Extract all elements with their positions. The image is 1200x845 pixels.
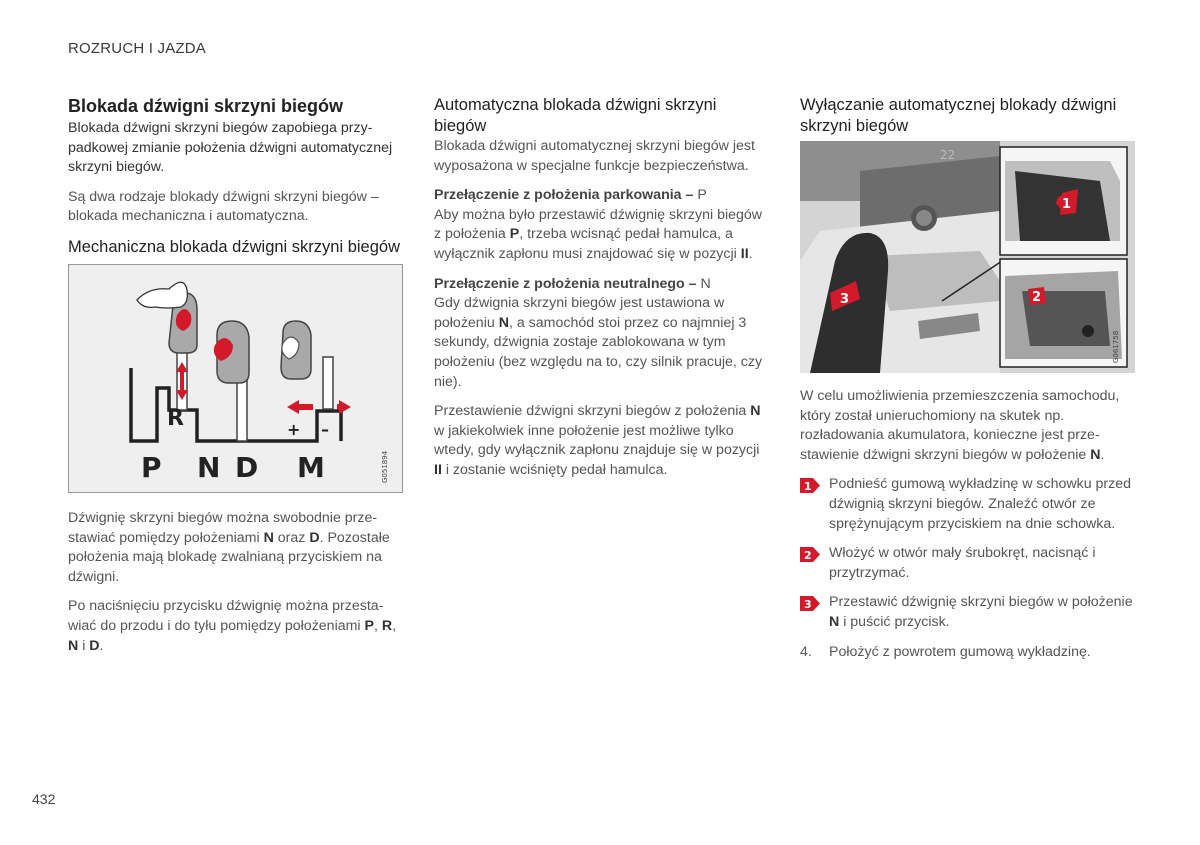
console-photo xyxy=(800,141,1135,373)
right-arrow-icon xyxy=(337,400,351,414)
figure-code: G061758 xyxy=(1112,330,1120,363)
callout-2 xyxy=(1028,287,1046,305)
steps-list xyxy=(800,475,1135,662)
gear-label-d: D xyxy=(235,450,259,484)
minus-label: – xyxy=(321,419,329,439)
gear-label-m: M xyxy=(297,450,325,484)
automatic-intro: Blokada dźwigni automatycznej skrzyni biegów jest wyposażona w specjalne funkcje bezpieczeństwa. xyxy=(434,138,755,174)
hand-outline xyxy=(137,282,187,308)
running-header: ROZRUCH I JAZDA xyxy=(68,40,206,57)
gear-lever-diagram xyxy=(69,265,402,492)
svg-text:1: 1 xyxy=(1062,197,1072,212)
column-mechanical-lock xyxy=(68,95,403,666)
svg-text:3: 3 xyxy=(804,598,812,612)
left-arrow-icon xyxy=(287,400,313,414)
gear-lever-illustration xyxy=(68,264,403,493)
step-number-icon xyxy=(800,547,820,562)
column-disable-lock xyxy=(800,95,1135,672)
plus-label: + xyxy=(287,419,301,439)
neutral-subheading: Przełączenie z położenia neutralnego – N xyxy=(434,275,711,292)
r-label: R xyxy=(167,405,184,431)
display-digits: 22 xyxy=(940,148,956,162)
gear-label-n: N xyxy=(197,450,221,484)
neutral-paragraph: Gdy dźwignia skrzyni biegów jest ustawiona w położeniu N, a samochód stoi przez co najmniej 3 sekundy, dźwignia zostaje zablokowana w tym położeniu (bez względu na to, czy silnik pracuje, czy nie). xyxy=(434,295,763,390)
svg-text:2: 2 xyxy=(804,549,812,563)
disable-lock-heading: Wyłączanie automatycznej blokady dźwigni skrzyni biegów xyxy=(800,96,1117,135)
park-subheading: Przełączenie z położenia parkowania – P xyxy=(434,187,707,204)
svg-text:2: 2 xyxy=(1032,290,1042,305)
figure-code: G051894 xyxy=(381,450,389,483)
step-4: 4. Położyć z powrotem gumową wykładzinę. xyxy=(800,643,1135,663)
svg-text:1: 1 xyxy=(804,480,812,494)
gear-label-p: P xyxy=(141,450,162,484)
console-photo-drawing xyxy=(800,141,1135,373)
step-number-icon xyxy=(800,596,820,611)
shift-from-neutral-paragraph: Przestawienie dźwigni skrzyni biegów z położenia N w jakiekolwiek inne położenie jest możliwe tylko wtedy, gdy wyłącznik zapłonu znajduje się w pozycji II i zostanie wciśnięty pedał hamulca. xyxy=(434,403,761,478)
step-number-icon xyxy=(800,478,820,493)
types-paragraph: Są dwa rodzaje blokady dźwigni skrzyni biegów – blokada mechaniczna i automatyczna. xyxy=(68,188,379,225)
step-2: 2 Włożyć w otwór mały śrubokręt, nacisnąć i przytrzymać. xyxy=(800,544,1135,583)
disable-intro-paragraph: W celu umożliwienia przemieszczenia samochodu, który został unieruchomiony na skutek np. rozładowania akumulatora, konieczne jest przestawienie dźwigni skrzyni biegów w położenie N. xyxy=(800,388,1120,463)
page-number: 432 xyxy=(32,791,56,807)
mechanical-paragraph-2: Po naciśnięciu przycisku dźwignię można przestawiać do przodu i do tyłu pomiędzy położeniami P, R, N i D. xyxy=(68,598,397,654)
column-automatic-lock xyxy=(434,95,769,491)
section-title: Blokada dźwigni skrzyni biegów xyxy=(68,96,344,116)
step-number: 4. xyxy=(800,643,812,660)
intro-paragraph: Blokada dźwigni skrzyni biegów zapobiega przypadkowej zmianie położenia dźwigni automatycznej skrzyni biegów. xyxy=(68,120,393,176)
step-1: 1 Podnieść gumową wykładzinę w schowku przed dźwignią skrzyni biegów. Znaleźć otwór ze sprężynującym przyciskiem na dnie schowka. xyxy=(800,475,1135,534)
automatic-lock-heading: Automatyczna blokada dźwigni skrzyni biegów xyxy=(434,96,717,135)
mechanical-lock-heading: Mechaniczna blokada dźwigni skrzyni biegów xyxy=(68,237,401,256)
mechanical-paragraph-1: Dźwignię skrzyni biegów można swobodnie przestawiać pomiędzy położeniami N oraz D. Pozostałe położenia mają blokadę zwalnianą przyciskiem na dźwigni. xyxy=(68,509,390,585)
step-3: 3 Przestawić dźwignię skrzyni biegów w położenie N i puścić przycisk. xyxy=(800,593,1135,632)
park-paragraph: Aby można było przestawić dźwignię skrzyni biegów z położenia P, trzeba wcisnąć pedał hamulca, a wyłącznik zapłonu musi znajdować się w pozycji II. xyxy=(434,206,763,262)
svg-text:3: 3 xyxy=(840,292,850,307)
